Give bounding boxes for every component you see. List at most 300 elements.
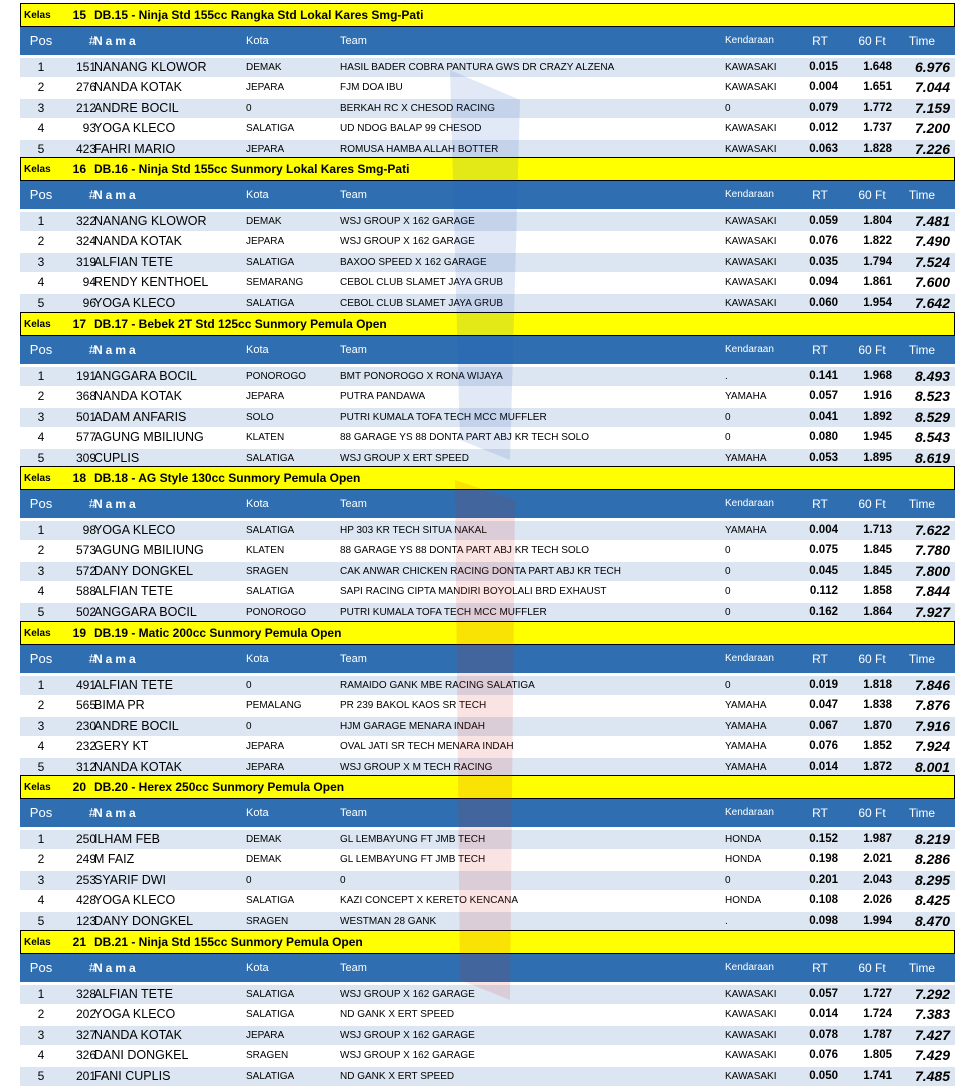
cell-pos: 2 [37,698,45,713]
cell-nama: NANDA KOTAK [94,759,182,774]
class-label: Kelas [24,472,51,484]
cell-team: RAMAIDO GANK MBE RACING SALATIGA [340,680,535,691]
cell-kendaraan: KAWASAKI [725,82,777,94]
cell-number: 212 [75,100,96,115]
header-kendaraan: Kendaraan [725,189,774,200]
cell-kota: KLATEN [246,432,285,444]
cell-kota: DEMAK [246,216,282,227]
cell-nama: FANI CUPLIS [94,1068,171,1083]
cell-kendaraan: 0 [725,586,731,598]
cell-kendaraan: . [725,371,728,382]
class-number: 19 [72,626,86,640]
cell-rt: 0.019 [809,679,838,691]
cell-pos: 3 [37,254,45,269]
class-number: 17 [72,317,86,331]
results-table-body [20,520,955,622]
cell-rt: 0.079 [809,101,838,114]
cell-pos: 5 [37,604,45,619]
cell-kota: SOLO [246,411,274,423]
table-row [20,1025,955,1045]
cell-number: 428 [75,893,96,908]
cell-number: 253 [75,872,96,887]
header-time: Time [908,188,936,202]
cell-kota: KLATEN [246,545,285,557]
cell-rt: 0.198 [809,853,838,866]
table-row [20,520,955,540]
cell-kendaraan: HONDA [725,854,762,866]
cell-60ft: 1.916 [863,390,892,403]
cell-pos: 1 [37,214,45,228]
cell-kota: JEPARA [246,761,285,773]
header-time: Time [908,34,936,48]
cell-nama: DANY DONGKEL [94,913,194,928]
table-row [20,139,955,159]
header-kendaraan: Kendaraan [725,807,774,818]
cell-team: OVAL JATI SR TECH MENARA INDAH [340,741,514,753]
header-kota: Kota [246,189,269,201]
cell-time: 7.159 [914,99,950,116]
cell-kendaraan: KAWASAKI [725,216,777,227]
cell-nama: ALFIAN TETE [94,987,173,1001]
class-title: DB.15 - Ninja Std 155cc Rangka Std Lokal Kares Smg-Pati [94,8,424,22]
table-row [20,293,955,313]
header-pos: Pos [29,187,53,202]
cell-time: 7.600 [914,274,950,291]
cell-kendaraan: KAWASAKI [725,1070,777,1082]
header-60ft: 60 Ft [858,806,886,820]
class-title-bar [20,157,955,181]
cell-kendaraan: YAMAHA [725,452,767,464]
cell-nama: NANANG KLOWOR [94,60,207,74]
cell-team: ROMUSA HAMBA ALLAH BOTTER [340,143,499,155]
cell-nama: AGUNG MBILIUNG [94,430,204,445]
header-kendaraan: Kendaraan [725,498,774,509]
table-header [20,490,955,518]
table-row [20,984,955,1004]
cell-rt: 0.112 [809,585,838,598]
cell-nama: ADAM ANFARIS [94,409,187,424]
cell-pos: 3 [37,563,45,578]
cell-time: 6.976 [914,59,950,75]
cell-kendaraan: 0 [725,411,731,423]
cell-team: BERKAH RC X CHESOD RACING [340,102,496,114]
header-60ft: 60 Ft [858,34,886,48]
cell-60ft: 1.858 [863,585,892,598]
header-nama: Nama [94,961,139,975]
class-number: 18 [72,471,86,485]
cell-time: 7.622 [914,522,950,538]
cell-kota: 0 [246,874,252,886]
table-row [20,911,955,931]
class-title: DB.18 - AG Style 130cc Sunmory Pemula Open [94,471,361,485]
header-time: Time [908,343,936,357]
cell-time: 8.425 [914,892,950,909]
cell-nama: ALFIAN TETE [94,584,173,599]
cell-60ft: 1.845 [863,564,892,577]
cell-time: 7.846 [914,677,950,693]
header-rt: RT [812,34,828,48]
cell-60ft: 2.043 [863,873,892,886]
cell-kota: SALATIGA [246,525,295,536]
cell-pos: 3 [37,409,45,424]
cell-time: 7.844 [914,583,950,600]
cell-number: 312 [75,759,96,774]
cell-time: 7.800 [914,562,950,579]
cell-60ft: 1.852 [863,740,892,753]
cell-kota: SALATIGA [246,989,295,1000]
cell-nama: YOGA KLECO [94,523,176,537]
cell-number: 191 [75,369,96,383]
cell-team: UD NDOG BALAP 99 CHESOD [340,123,482,135]
cell-team: PUTRA PANDAWA [340,391,426,403]
cell-kendaraan: YAMAHA [725,700,767,712]
cell-rt: 0.152 [809,833,838,845]
cell-number: 93 [82,121,96,136]
table-row [20,695,955,715]
cell-kota: JEPARA [246,1029,285,1041]
cell-team: SAPI RACING CIPTA MANDIRI BOYOLALI BRD EXHAUST [340,586,607,598]
cell-number: 368 [75,389,96,404]
cell-pos: 2 [37,543,45,558]
header-pos: Pos [29,33,53,48]
cell-pos: 4 [37,121,45,136]
cell-60ft: 2.026 [863,894,892,907]
table-row [20,540,955,560]
cell-60ft: 1.804 [863,215,892,227]
cell-time: 8.470 [914,912,950,929]
cell-rt: 0.141 [809,370,838,382]
cell-rt: 0.004 [809,524,838,536]
table-row [20,1045,955,1065]
cell-kota: JEPARA [246,391,285,403]
cell-kendaraan: 0 [725,102,731,114]
cell-time: 7.876 [914,697,950,714]
cell-time: 8.619 [914,449,950,466]
cell-kendaraan: YAMAHA [725,391,767,403]
cell-team: CAK ANWAR CHICKEN RACING DONTA PART ABJ KR TECH [340,565,621,577]
cell-rt: 0.076 [809,740,838,753]
cell-pos: 3 [37,1027,45,1042]
cell-kendaraan: 0 [725,432,731,444]
cell-rt: 0.014 [809,760,838,773]
cell-time: 7.292 [914,986,950,1002]
cell-team: WSJ GROUP X 162 GARAGE [340,236,475,248]
cell-time: 7.780 [914,542,950,559]
cell-kendaraan: YAMAHA [725,720,767,732]
cell-nama: ANGGARA BOCIL [94,369,197,383]
cell-pos: 5 [37,450,45,465]
cell-time: 7.642 [914,294,950,311]
table-row [20,272,955,292]
cell-number: 151 [75,60,96,74]
table-row [20,602,955,622]
cell-time: 7.427 [914,1026,950,1043]
cell-time: 7.044 [914,79,950,96]
header-number: # [88,805,96,820]
results-table-body [20,829,955,931]
cell-nama: YOGA KLECO [94,893,176,908]
cell-pos: 4 [37,893,45,908]
cell-rt: 0.004 [809,81,838,94]
cell-60ft: 1.870 [863,719,892,732]
cell-team: ND GANK X ERT SPEED [340,1009,455,1021]
class-title: DB.20 - Herex 250cc Sunmory Pemula Open [94,780,345,794]
header-pos: Pos [29,342,53,357]
header-kota: Kota [246,653,269,665]
results-table-body [20,675,955,777]
cell-kendaraan: YAMAHA [725,741,767,753]
cell-nama: FAHRI MARIO [94,141,176,156]
cell-kota: SALATIGA [246,452,295,464]
cell-number: 573 [75,543,96,558]
cell-team: 0 [340,874,346,886]
header-nama: Nama [94,652,139,666]
cell-time: 8.493 [914,368,950,384]
cell-kendaraan: KAWASAKI [725,1050,777,1062]
class-label: Kelas [24,936,51,948]
cell-60ft: 1.838 [863,699,892,712]
cell-nama: CUPLIS [94,450,140,465]
header-60ft: 60 Ft [858,961,886,975]
cell-kota: SALATIGA [246,256,295,268]
table-row [20,231,955,251]
header-rt: RT [812,806,828,820]
cell-pos: 5 [37,1068,45,1083]
cell-kendaraan: YAMAHA [725,525,767,536]
cell-kota: PEMALANG [246,700,302,712]
table-row [20,366,955,386]
class-title-bar [20,775,955,799]
cell-rt: 0.078 [809,1028,838,1041]
cell-60ft: 1.818 [863,679,892,691]
cell-rt: 0.014 [809,1008,838,1021]
table-row [20,386,955,406]
cell-number: 201 [75,1068,96,1083]
header-number: # [88,496,96,511]
cell-time: 7.226 [914,140,950,157]
table-row [20,829,955,849]
cell-nama: DANY DONGKEL [94,563,194,578]
table-header [20,336,955,364]
table-row [20,736,955,756]
cell-kendaraan: KAWASAKI [725,1029,777,1041]
cell-rt: 0.053 [809,451,838,464]
cell-pos: 1 [37,987,45,1001]
cell-nama: YOGA KLECO [94,1007,176,1022]
class-title: DB.19 - Matic 200cc Sunmory Pemula Open [94,626,342,640]
cell-60ft: 1.892 [863,410,892,423]
cell-pos: 2 [37,80,45,95]
cell-time: 8.219 [914,831,950,847]
cell-kota: 0 [246,720,252,732]
cell-pos: 1 [37,832,45,846]
class-label: Kelas [24,9,51,21]
cell-kota: SALATIGA [246,895,295,907]
cell-60ft: 1.727 [863,988,892,1000]
header-pos: Pos [29,496,53,511]
cell-rt: 0.075 [809,544,838,557]
class-label: Kelas [24,163,51,175]
header-60ft: 60 Ft [858,652,886,666]
cell-kota: DEMAK [246,62,282,73]
table-row [20,757,955,777]
cell-time: 8.523 [914,388,950,405]
class-title: DB.21 - Ninja Std 155cc Sunmory Pemula Open [94,935,363,949]
cell-number: 202 [75,1007,96,1022]
class-number: 16 [72,162,86,176]
cell-team: ND GANK X ERT SPEED [340,1070,455,1082]
class-number: 21 [72,935,86,949]
header-kendaraan: Kendaraan [725,35,774,46]
cell-pos: 1 [37,678,45,692]
cell-rt: 0.076 [809,235,838,248]
cell-pos: 1 [37,369,45,383]
cell-number: 276 [75,80,96,95]
class-number: 15 [72,8,86,22]
cell-time: 7.524 [914,253,950,270]
header-team: Team [340,807,367,819]
cell-time: 7.383 [914,1006,950,1023]
cell-kota: SALATIGA [246,1009,295,1021]
cell-60ft: 1.987 [863,833,892,845]
cell-60ft: 1.828 [863,142,892,155]
table-row [20,77,955,97]
cell-team: WSJ GROUP X ERT SPEED [340,452,469,464]
results-table-body [20,984,955,1086]
cell-60ft: 2.021 [863,853,892,866]
cell-kota: SALATIGA [246,1070,295,1082]
cell-nama: NANDA KOTAK [94,80,182,95]
cell-rt: 0.015 [809,61,838,73]
cell-pos: 3 [37,872,45,887]
cell-time: 7.927 [914,603,950,620]
class-title: DB.17 - Bebek 2T Std 125cc Sunmory Pemula Open [94,317,387,331]
cell-nama: BIMA PR [94,698,145,713]
table-row [20,890,955,910]
header-kota: Kota [246,344,269,356]
cell-rt: 0.035 [809,255,838,268]
header-60ft: 60 Ft [858,188,886,202]
cell-nama: NANDA KOTAK [94,1027,182,1042]
header-kota: Kota [246,962,269,974]
cell-60ft: 1.968 [863,370,892,382]
cell-pos: 5 [37,141,45,156]
cell-kendaraan: HONDA [725,834,762,845]
cell-kendaraan: KAWASAKI [725,277,777,289]
header-60ft: 60 Ft [858,497,886,511]
cell-kendaraan: 0 [725,680,731,691]
cell-kota: DEMAK [246,834,282,845]
cell-team: FJM DOA IBU [340,82,403,94]
header-number: # [88,342,96,357]
cell-team: WSJ GROUP X 162 GARAGE [340,1050,475,1062]
cell-rt: 0.063 [809,142,838,155]
cell-time: 8.286 [914,851,950,868]
table-header [20,181,955,209]
cell-kendaraan: YAMAHA [725,761,767,773]
cell-kota: SRAGEN [246,1050,289,1062]
cell-nama: NANANG KLOWOR [94,214,207,228]
header-time: Time [908,652,936,666]
cell-rt: 0.057 [809,390,838,403]
cell-number: 328 [75,987,96,1001]
header-rt: RT [812,652,828,666]
cell-team: WSJ GROUP X 162 GARAGE [340,216,475,227]
header-kota: Kota [246,498,269,510]
results-table-body [20,366,955,468]
class-label: Kelas [24,627,51,639]
cell-time: 8.543 [914,429,950,446]
cell-team: PUTRI KUMALA TOFA TECH MCC MUFFLER [340,411,547,423]
cell-rt: 0.108 [809,894,838,907]
cell-team: HP 303 KR TECH SITUA NAKAL [340,525,487,536]
table-header [20,954,955,982]
cell-kendaraan: 0 [725,874,731,886]
cell-team: HJM GARAGE MENARA INDAH [340,720,486,732]
cell-team: PUTRI KUMALA TOFA TECH MCC MUFFLER [340,606,547,618]
table-header [20,645,955,673]
cell-60ft: 1.787 [863,1028,892,1041]
cell-time: 7.485 [914,1067,950,1084]
header-nama: Nama [94,34,139,48]
header-number: # [88,651,96,666]
cell-number: 491 [75,678,96,692]
cell-rt: 0.201 [809,873,838,886]
cell-team: WESTMAN 28 GANK [340,915,437,927]
cell-number: 123 [75,913,96,928]
cell-60ft: 1.724 [863,1008,892,1021]
cell-number: 98 [82,523,96,537]
cell-time: 7.429 [914,1047,950,1064]
cell-rt: 0.067 [809,719,838,732]
cell-time: 7.200 [914,120,950,137]
cell-time: 8.001 [914,758,950,775]
class-title-bar [20,3,955,27]
cell-team: KAZI CONCEPT X KERETO KENCANA [340,895,519,907]
cell-rt: 0.094 [809,276,838,289]
cell-kendaraan: KAWASAKI [725,1009,777,1021]
cell-number: 96 [82,295,96,310]
cell-pos: 5 [37,913,45,928]
cell-nama: NANDA KOTAK [94,389,182,404]
cell-pos: 4 [37,1048,45,1063]
table-row [20,211,955,231]
cell-nama: SYARIF DWI [94,872,166,887]
cell-rt: 0.041 [809,410,838,423]
cell-kendaraan: 0 [725,565,731,577]
cell-pos: 3 [37,718,45,733]
cell-kota: SRAGEN [246,565,289,577]
class-number: 20 [72,780,86,794]
header-rt: RT [812,961,828,975]
table-row [20,870,955,890]
cell-kendaraan: KAWASAKI [725,236,777,248]
cell-rt: 0.098 [809,914,838,927]
cell-kota: PONOROGO [246,371,307,382]
cell-team: WSJ GROUP X 162 GARAGE [340,989,475,1000]
header-team: Team [340,962,367,974]
header-kendaraan: Kendaraan [725,344,774,355]
table-header [20,27,955,55]
cell-team: BAXOO SPEED X 162 GARAGE [340,256,487,268]
cell-rt: 0.060 [809,296,838,309]
cell-kota: 0 [246,102,252,114]
cell-team: WSJ GROUP X M TECH RACING [340,761,493,773]
cell-team: GL LEMBAYUNG FT JMB TECH [340,854,486,866]
cell-kota: PONOROGO [246,606,307,618]
cell-kendaraan: KAWASAKI [725,143,777,155]
cell-pos: 2 [37,852,45,867]
